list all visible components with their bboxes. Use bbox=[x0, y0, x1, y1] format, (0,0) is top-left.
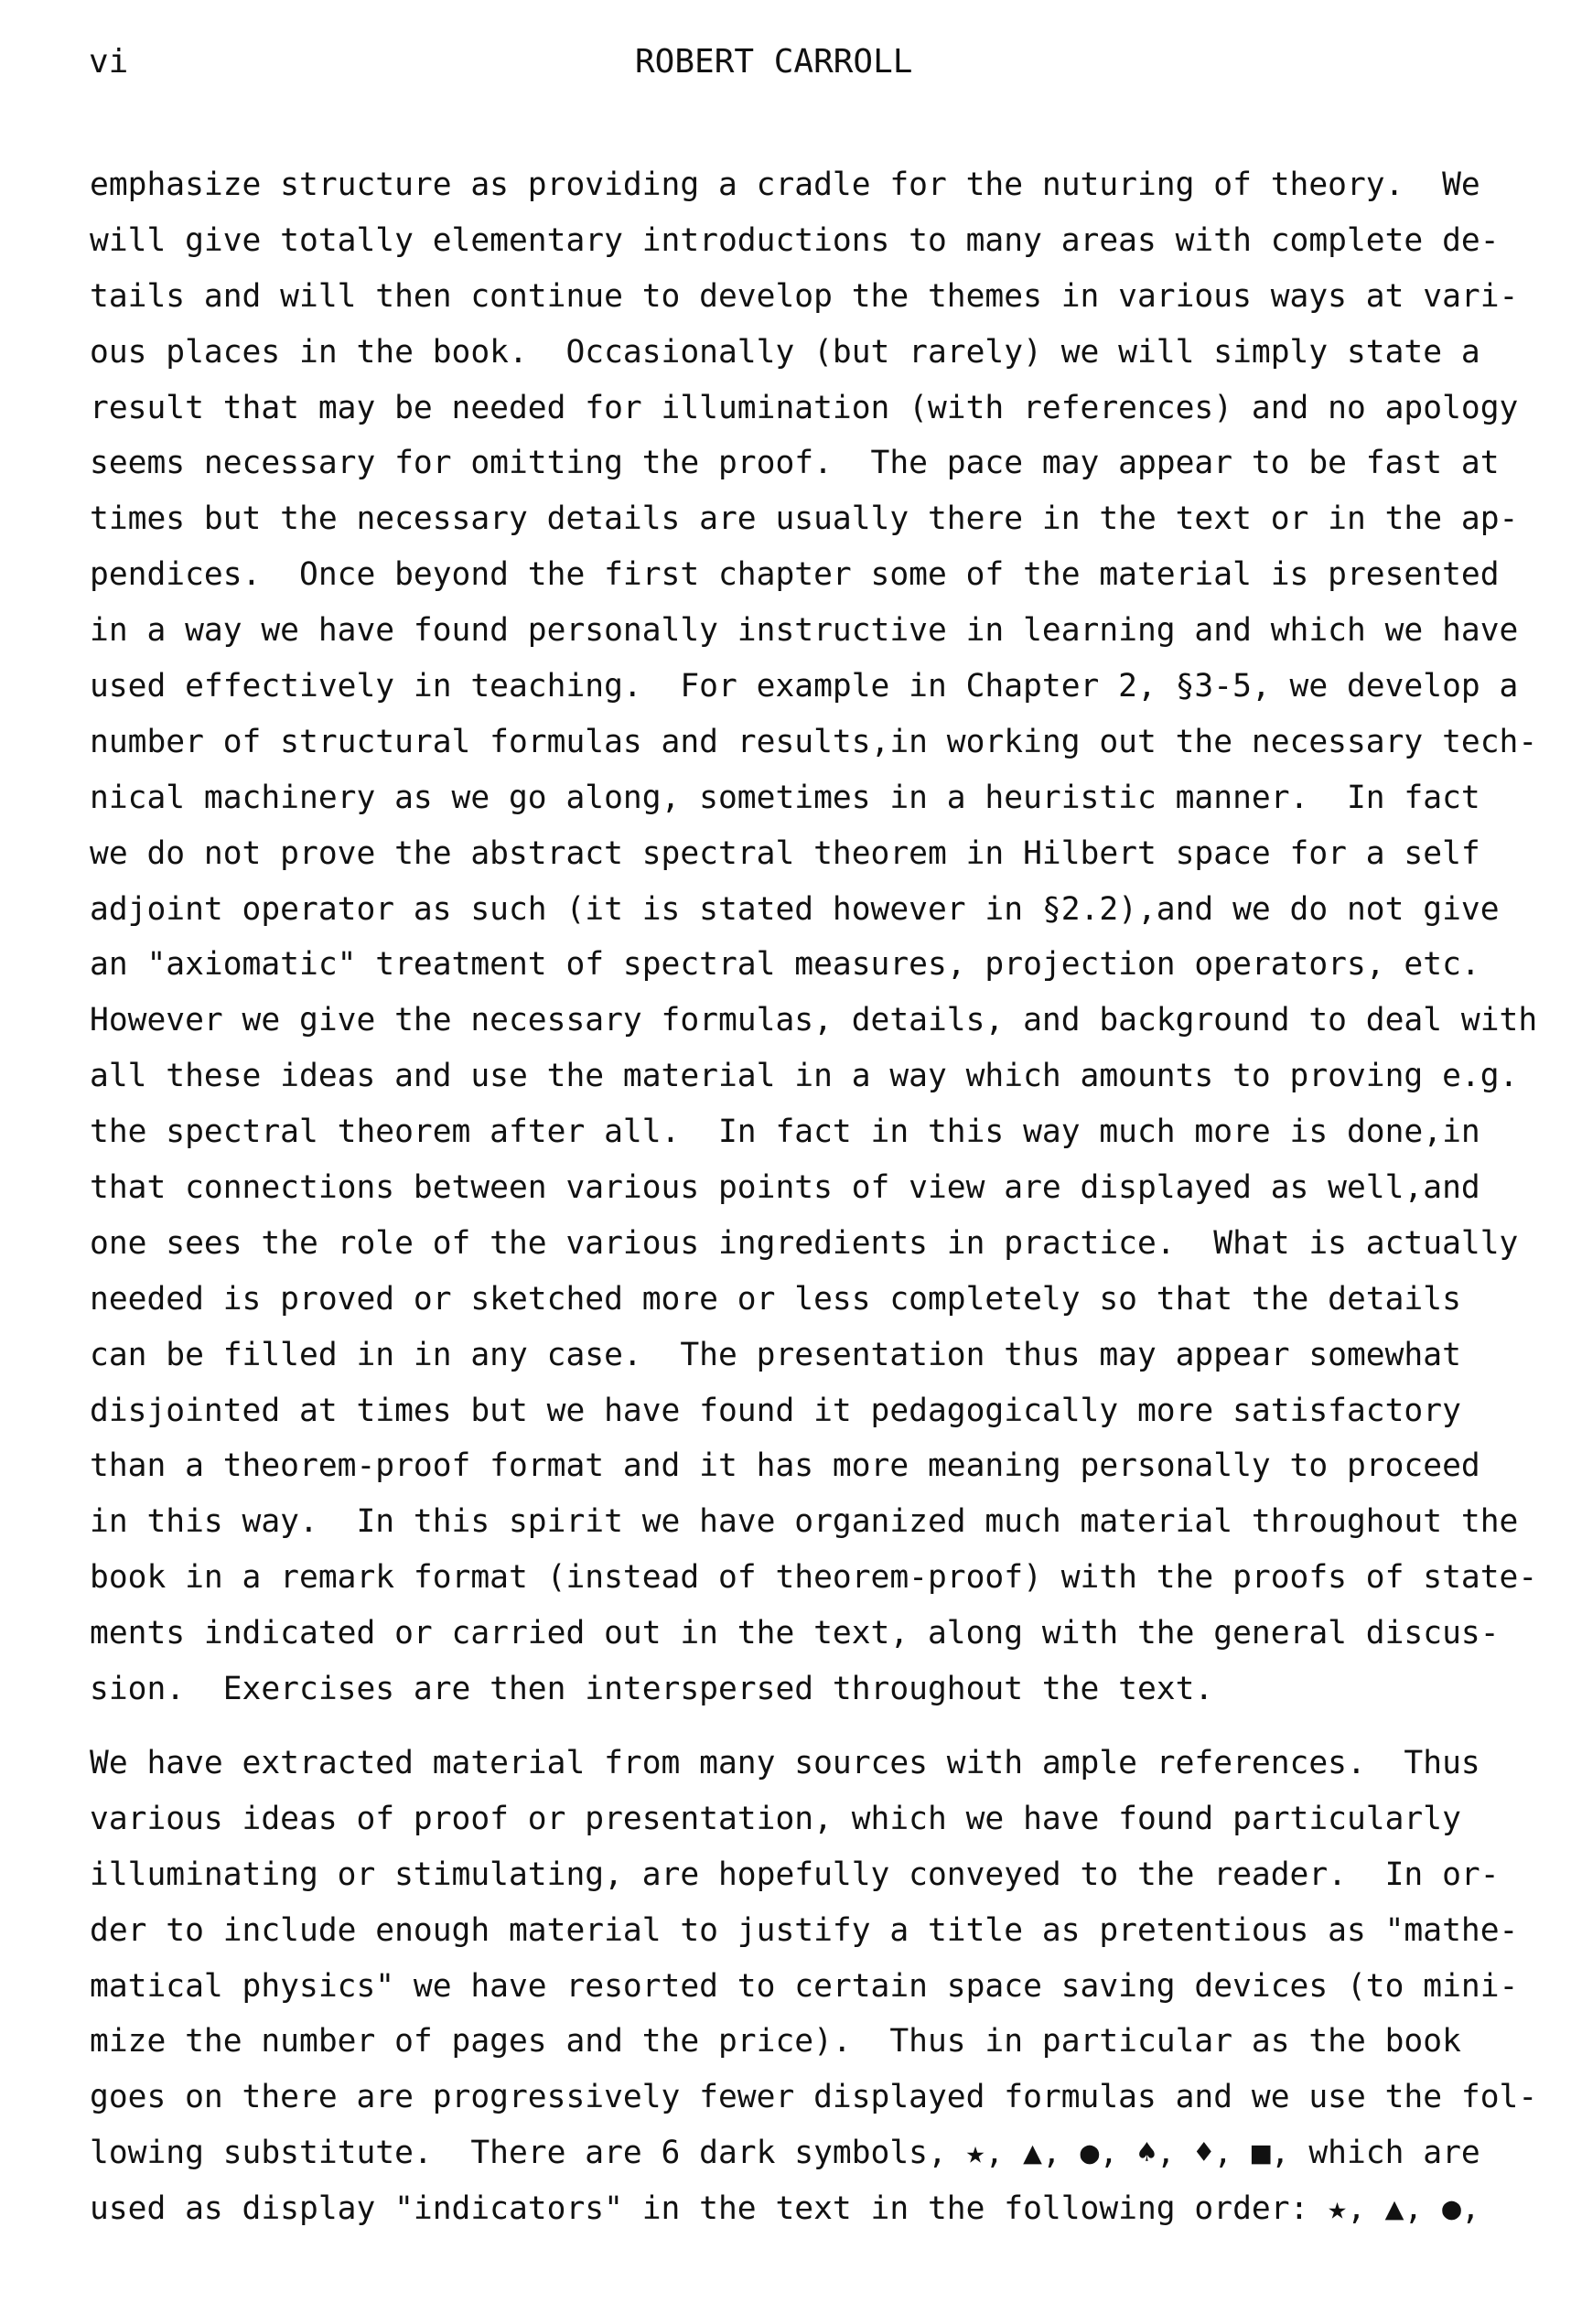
text-line: than a theorem-proof format and it has more meaning personally to proceed bbox=[90, 1447, 1480, 1485]
text-line: sion. Exercises are then interspersed throughout the text. bbox=[90, 1671, 1214, 1708]
text-line: seems necessary for omitting the proof. The pace may appear to be fast at bbox=[90, 445, 1500, 482]
text-line: ous places in the book. Occasionally (but rarely) we will simply state a bbox=[90, 333, 1480, 371]
text-line: various ideas of proof or presentation, which we have found particularly bbox=[90, 1800, 1461, 1837]
text-line: will give totally elementary introductions to many areas with complete de- bbox=[90, 221, 1500, 259]
text-line: needed is proved or sketched more or less completely so that the details bbox=[90, 1280, 1461, 1318]
text-line: one sees the role of the various ingredients in practice. What is actually bbox=[90, 1224, 1519, 1262]
text-line: that connections between various points of view are displayed as well,and bbox=[90, 1169, 1480, 1207]
text-line: result that may be needed for illumination (with references) and no apology bbox=[90, 389, 1519, 426]
text-line: goes on there are progressively fewer displayed formulas and we use the fol- bbox=[90, 2079, 1538, 2116]
text-line: illuminating or stimulating, are hopefully conveyed to the reader. In or- bbox=[90, 1856, 1500, 1893]
text-line: an "axiomatic" treatment of spectral measures, projection operators, etc. bbox=[90, 946, 1480, 984]
text-line: nical machinery as we go along, sometimes in a heuristic manner. In fact bbox=[90, 779, 1480, 816]
text-line: we do not prove the abstract spectral theorem in Hilbert space for a self bbox=[90, 834, 1480, 872]
text-line: emphasize structure as providing a cradle for the nuturing of theory. We bbox=[90, 167, 1480, 203]
paragraph bbox=[90, 1736, 1538, 2237]
text-line: We have extracted material from many sources with ample references. Thus bbox=[90, 1744, 1480, 1781]
text-line: used effectively in teaching. For example in Chapter 2, §3-5, we develop a bbox=[90, 668, 1519, 705]
running-head: ROBERT CARROLL bbox=[635, 43, 913, 81]
paragraph bbox=[90, 157, 1538, 1717]
text-line: used as display "indicators" in the text in the following order: ★, ▲, ●, bbox=[90, 2190, 1480, 2228]
text-line: tails and will then continue to develop the themes in various ways at vari- bbox=[90, 277, 1519, 315]
text-line: book in a remark format (instead of theorem-proof) with the proofs of state- bbox=[90, 1559, 1538, 1597]
page-header bbox=[89, 40, 1480, 84]
text-line: adjoint operator as such (it is stated however in §2.2),and we do not give bbox=[90, 890, 1500, 928]
text-line: number of structural formulas and results,in working out the necessary tech- bbox=[90, 723, 1538, 760]
text-line: in a way we have found personally instructive in learning and which we have bbox=[90, 612, 1519, 650]
text-line: der to include enough material to justify a title as pretentious as "mathe- bbox=[90, 1911, 1519, 1949]
text-line: matical physics" we have resorted to certain space saving devices (to mini- bbox=[90, 1967, 1519, 2005]
text-line: in this way. In this spirit we have organized much material throughout the bbox=[90, 1503, 1519, 1541]
page-number: vi bbox=[89, 43, 129, 81]
text-line: the spectral theorem after all. In fact in this way much more is done,in bbox=[90, 1114, 1480, 1151]
text-line: times but the necessary details are usually there in the text or in the ap- bbox=[90, 500, 1519, 538]
text-line: pendices. Once beyond the first chapter some of the material is presented bbox=[90, 556, 1500, 594]
text-line: ments indicated or carried out in the text, along with the general discus- bbox=[90, 1615, 1500, 1652]
body-text bbox=[90, 157, 1538, 2237]
text-line: all these ideas and use the material in a way which amounts to proving e.g. bbox=[90, 1058, 1519, 1095]
text-line: can be filled in in any case. The presentation thus may appear somewhat bbox=[90, 1336, 1461, 1373]
text-line: However we give the necessary formulas, details, and background to deal with bbox=[90, 1002, 1538, 1039]
text-line: disjointed at times but we have found it pedagogically more satisfactory bbox=[90, 1392, 1461, 1429]
text-line: lowing substitute. There are 6 dark symbols, ★, ▲, ●, ♠, ♦, ■, which are bbox=[90, 2135, 1480, 2172]
text-line: mize the number of pages and the price). Thus in particular as the book bbox=[90, 2023, 1461, 2060]
